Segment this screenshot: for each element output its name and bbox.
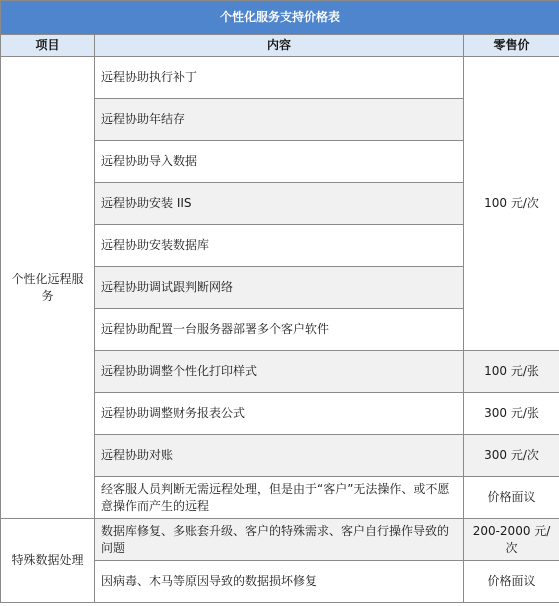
row-content: 远程协助调整个性化打印样式 [95, 351, 464, 393]
row-price: 价格面议 [464, 561, 559, 603]
row-content: 数据库修复、多账套升级、客户的特殊需求、客户自行操作导致的问题 [95, 519, 464, 561]
row-content: 远程协助调整财务报表公式 [95, 393, 464, 435]
category-remote-service: 个性化远程服务 [1, 57, 95, 519]
row-content: 远程协助导入数据 [95, 141, 464, 183]
row-price: 100 元/张 [464, 351, 559, 393]
row-price: 300 元/张 [464, 393, 559, 435]
row-content: 远程协助安装数据库 [95, 225, 464, 267]
table-row [1, 519, 559, 561]
header-content: 内容 [95, 35, 464, 57]
table-row [1, 57, 559, 99]
category-special-data: 特殊数据处理 [1, 519, 95, 603]
header-row [1, 35, 559, 57]
row-content: 因病毒、木马等原因导致的数据损坏修复 [95, 561, 464, 603]
title-row [1, 1, 559, 35]
price-merged: 100 元/次 [464, 57, 559, 351]
row-content: 远程协助安装 IIS [95, 183, 464, 225]
row-content: 远程协助调试跟判断网络 [95, 267, 464, 309]
header-category: 项目 [1, 35, 95, 57]
row-content: 远程协助年结存 [95, 99, 464, 141]
row-price: 300 元/次 [464, 435, 559, 477]
row-content: 远程协助对账 [95, 435, 464, 477]
row-price: 价格面议 [464, 477, 559, 519]
row-content: 远程协助配置一台服务器部署多个客户软件 [95, 309, 464, 351]
table-title: 个性化服务支持价格表 [1, 1, 559, 35]
row-content: 远程协助执行补丁 [95, 57, 464, 99]
row-price: 200-2000 元/次 [464, 519, 559, 561]
row-content: 经客服人员判断无需远程处理，但是由于“客户”无法操作、或不愿意操作而产生的远程 [95, 477, 464, 519]
header-price: 零售价 [464, 35, 559, 57]
